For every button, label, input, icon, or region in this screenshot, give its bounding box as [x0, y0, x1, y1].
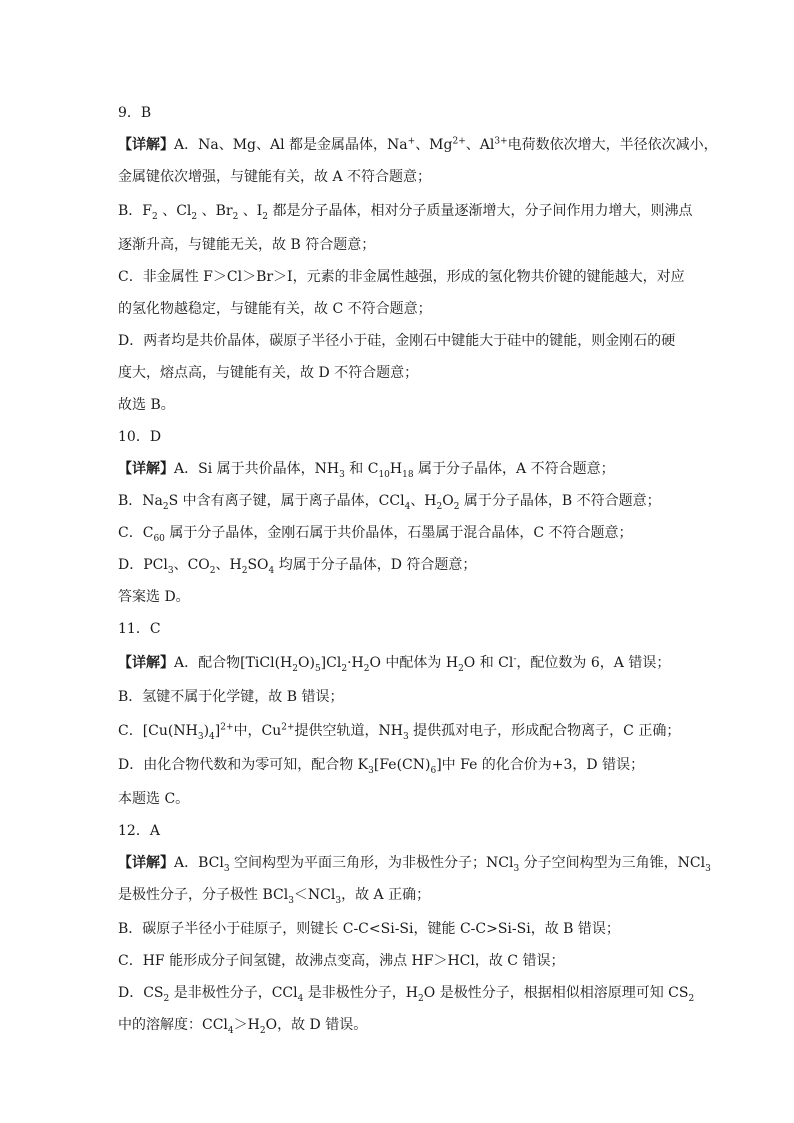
- answer-number: 10．D: [118, 429, 162, 445]
- explanation-line: 度大，熔点高，与键能有关，故 D 不符合题意；: [118, 365, 419, 381]
- conclusion-line: 本题选 C。: [118, 791, 190, 807]
- explanation-line: 是极性分子，分子极性 BCl$_3$＜NCl$_3$，故 A 正确；: [118, 887, 431, 906]
- answer-number: 11．C: [118, 621, 161, 637]
- explanation-line: B．$F_2$ 、$Cl_2$ 、$Br_2$ 、$I_2$ 都是分子晶体，相对分子质量逐渐增大，分子间作用力增大，则沸点: [118, 203, 693, 222]
- explanation-line: C．$[Cu(NH_3)_4]^{2+}$中，$Cu^{2+}$提供空轨道，$NH_3$ 提供孤对电子，形成配合物离子，C 正确；: [118, 722, 681, 742]
- explanation-line: D．两者均是共价晶体，碳原子半径小于硅，金刚石中键能大于硅中的键能，则金刚石的硬: [118, 333, 676, 349]
- explanation-line: 【详解】A．Na、Mg、Al 都是金属晶体，Na+、$Mg^{2+}$、$Al^{3+}$电荷数依次增大，半径依次减小，: [118, 136, 718, 153]
- explanation-line: C．$C_{60}$ 属于分子晶体，金刚石属于共价晶体，石墨属于混合晶体，C 不符合题意；: [118, 525, 633, 544]
- explanation-line: 金属键依次增强，与键能有关，故 A 不符合题意；: [118, 169, 432, 185]
- explanation-line: B．碳原子半径小于硅原子，则键长 C-C<Si-Si，键能 C-C>Si-Si，故 B 错误；: [118, 921, 620, 937]
- explanation-line: D．由化合物代数和为零可知，配合物 $K_3[Fe(CN)_6]$中 Fe 的化合价为+3，D 错误；: [118, 757, 645, 776]
- explanation-line: B．氢键不属于化学键，故 B 错误；: [118, 689, 344, 705]
- conclusion-line: 答案选 D。: [118, 589, 190, 605]
- explanation-line: 中的溶解度：$CCl_4>H_2O$，故 D 错误。: [118, 1017, 368, 1036]
- conclusion-line: 故选 B。: [118, 397, 175, 413]
- explanation-line: 【详解】A．Si 属于共价晶体，$NH_3$ 和 $C_{10}H_{18}$ 属于分子晶体，A 不符合题意；: [118, 461, 615, 480]
- explanation-line: C．HF 能形成分子间氢键，故沸点变高，沸点 HF＞HCl，故 C 错误；: [118, 953, 565, 969]
- explanation-line: 的氢化物越稳定，与键能有关，故 C 不符合题意；: [118, 301, 432, 317]
- explanation-line: 【详解】A．BCl$_3$ 空间构型为平面三角形，为非极性分子；NCl$_3$ 分子空间构型为三角锥，NCl$_3$: [118, 855, 711, 874]
- explanation-line: D．PCl$_3$、$CO_2$、$H_2SO_4$ 均属于分子晶体，D 符合题意；: [118, 557, 477, 576]
- answer-number: 12．A: [118, 823, 160, 839]
- explanation-line: 【详解】A．配合物$[TiCl(H_2O)_5]Cl_2\cdot H_2O$ 中配体为 $H_2O$ 和 Cl-，配位数为 6，A 错误；: [118, 654, 671, 674]
- explanation-line: B．$Na_2S$ 中含有离子键，属于离子晶体，CCl$_4$、$H_2O_2$ 属于分子晶体，B 不符合题意；: [118, 493, 661, 512]
- answer-number: 9．B: [118, 105, 152, 121]
- explanation-line: 逐渐升高，与键能无关，故 B 符合题意；: [118, 237, 376, 253]
- explanation-line: C．非金属性 F＞Cl＞Br＞I，元素的非金属性越强，形成的氢化物共价键的键能越大，对应: [118, 269, 685, 285]
- explanation-line: D．$CS_2$ 是非极性分子，CCl$_4$ 是非极性分子，$H_2O$ 是极性分子，根据相似相溶原理可知 $CS_2$: [118, 985, 695, 1004]
